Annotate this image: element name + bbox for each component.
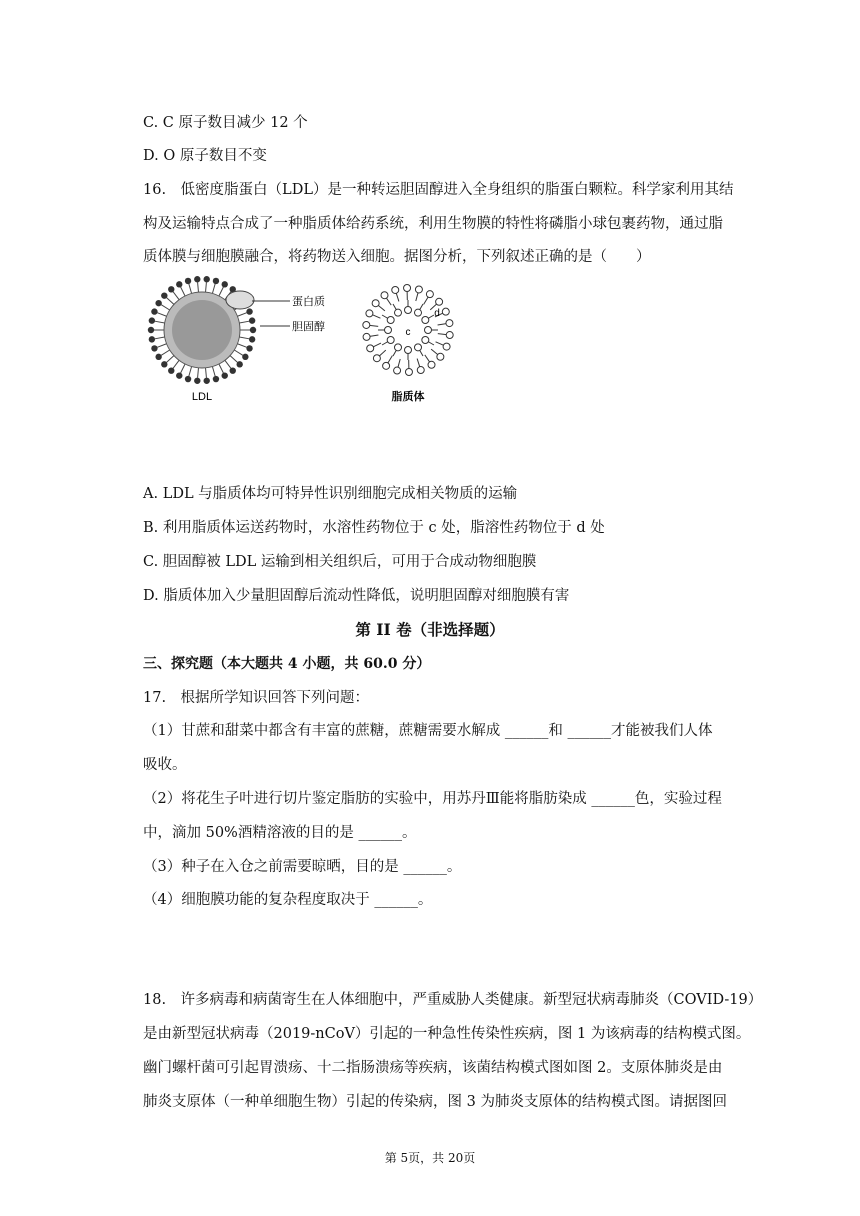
liposome-head xyxy=(426,291,433,298)
liposome-head xyxy=(415,286,422,293)
option-c-prev: C. C 原子数目减少 12 个 xyxy=(143,115,308,131)
liposome-head xyxy=(415,344,422,351)
liposome-head xyxy=(422,337,429,344)
ldl-phospholipid-tail xyxy=(225,360,231,368)
ldl-phospholipid-tail xyxy=(155,321,165,323)
liposome-head xyxy=(405,307,412,314)
option-c: C. 胆固醇被 LDL 运输到相关组织后，可用于合成动物细胞膜 xyxy=(143,554,537,570)
ldl-phospholipid-tail xyxy=(206,282,207,292)
liposome-head xyxy=(395,344,402,351)
ldl-phospholipid-head xyxy=(246,308,252,314)
ldl-phospholipid-tail xyxy=(189,284,192,294)
liposome-head xyxy=(385,327,392,334)
ldl-phospholipid-tail xyxy=(237,313,246,317)
ldl-inner-core xyxy=(172,300,232,360)
question-17-part-4: （4）细胞膜功能的复杂程度取决于 ______。 xyxy=(143,892,433,908)
ldl-phospholipid-head xyxy=(161,361,167,367)
liposome-head xyxy=(425,327,432,334)
question-17-part-1: （1）甘蔗和甜菜中都含有丰富的蔗糖，蔗糖需要水解成 ______和 ______才能被我们人体 xyxy=(143,723,713,739)
ldl-protein xyxy=(226,291,254,309)
liposome-head xyxy=(436,298,443,305)
ldl-phospholipid-head xyxy=(148,327,154,333)
ldl-phospholipid-head xyxy=(242,354,248,360)
question-16-line-3: 质体膜与细胞膜融合，将药物送入细胞。据图分析，下列叙述正确的是（ ） xyxy=(143,249,651,265)
liposome-head xyxy=(395,309,402,316)
ldl-phospholipid-head xyxy=(249,336,255,342)
liposome-head xyxy=(442,308,449,315)
liposome-head xyxy=(415,309,422,316)
question-16-line-1: 16. 低密度脂蛋白（LDL）是一种转运胆固醇进入全身组织的脂蛋白颗粒。科学家利用其结 xyxy=(143,182,734,198)
ldl-phospholipid-head xyxy=(176,281,182,287)
liposome-head xyxy=(446,332,453,339)
liposome-head xyxy=(381,292,388,299)
ldl-phospholipid-tail xyxy=(173,292,179,300)
ldl-phospholipid-tail xyxy=(239,321,249,323)
liposome-head xyxy=(417,367,424,374)
ldl-phospholipid-tail xyxy=(234,350,243,355)
liposome-head xyxy=(437,353,444,360)
liposome-head xyxy=(366,310,373,317)
liposome-head xyxy=(443,343,450,350)
ldl-phospholipid-head xyxy=(151,308,157,314)
question-18-line-3: 幽门螺杆菌可引起胃溃疡、十二指肠溃疡等疾病，该菌结构模式图如图 2。支原体肺炎是由 xyxy=(143,1060,723,1076)
liposome-label: 脂质体 xyxy=(391,390,425,403)
ldl-phospholipid-head xyxy=(168,286,174,292)
ldl-phospholipid-head xyxy=(149,336,155,342)
liposome-head xyxy=(372,300,379,307)
question-17-part-2-cont: 中，滴加 50%酒精溶液的目的是 ______。 xyxy=(143,825,417,841)
question-17-part-1-cont: 吸收。 xyxy=(143,757,187,773)
ldl-phospholipid-tail xyxy=(161,350,170,355)
liposome-head xyxy=(363,321,370,328)
ldl-phospholipid-head xyxy=(222,281,228,287)
question-18-line-1: 18. 许多病毒和病菌寄生在人体细胞中，严重威胁人类健康。新型冠状病毒肺炎（COVID-19） xyxy=(143,992,763,1008)
ldl-phospholipid-head xyxy=(194,378,200,384)
section-heading: 三、探究题（本大题共 4 小题，共 60.0 分） xyxy=(143,656,431,672)
liposome-head xyxy=(367,345,374,352)
ldl-phospholipid-head xyxy=(250,327,256,333)
ldl-phospholipid-tail xyxy=(230,356,237,363)
ldl-phospholipid-tail xyxy=(157,344,166,348)
ldl-phospholipid-head xyxy=(204,276,210,282)
liposome-head xyxy=(373,355,380,362)
question-18-line-4: 肺炎支原体（一种单细胞生物）引起的传染病，图 3 为肺炎支原体的结构模式图。请据图回 xyxy=(143,1094,727,1110)
ldl-phospholipid-head xyxy=(204,378,210,384)
question-17-part-2: （2）将花生子叶进行切片鉴定脂肪的实验中，用苏丹Ⅲ能将脂肪染成 ______色，实验过程 xyxy=(143,791,722,807)
ldl-phospholipid-tail xyxy=(181,287,185,296)
ldl-phospholipid-tail xyxy=(198,368,199,378)
d-label: d xyxy=(434,308,440,319)
ldl-phospholipid-head xyxy=(185,278,191,284)
ldl-phospholipid-tail xyxy=(157,313,166,317)
ldl-phospholipid-tail xyxy=(167,298,174,305)
ldl-phospholipid-head xyxy=(161,292,167,298)
question-16-line-2: 构及运输特点合成了一种脂质体给药系统，利用生物膜的特性将磷脂小球包裹药物，通过脂 xyxy=(143,216,723,232)
ldl-phospholipid-head xyxy=(236,361,242,367)
ldl-phospholipid-head xyxy=(249,317,255,323)
ldl-phospholipid-tail xyxy=(237,344,246,348)
ldl-phospholipid-tail xyxy=(206,368,207,378)
ldl-phospholipid-head xyxy=(168,367,174,373)
ldl-phospholipid-head xyxy=(155,354,161,360)
option-d-prev: D. O 原子数目不变 xyxy=(143,148,267,164)
option-b: B. 利用脂质体运送药物时，水溶性药物位于 c 处，脂溶性药物位于 d 处 xyxy=(143,520,605,536)
ldl-phospholipid-head xyxy=(230,367,236,373)
liposome-diagram xyxy=(363,285,453,403)
ldl-phospholipid-tail xyxy=(181,364,185,373)
ldl-phospholipid-tail xyxy=(161,305,170,310)
ldl-phospholipid-head xyxy=(194,276,200,282)
section-title: 第 II 卷（非选择题） xyxy=(355,620,505,639)
liposome-head xyxy=(387,317,394,324)
ldl-diagram xyxy=(148,276,325,403)
question-17: 17. 根据所学知识回答下列问题： xyxy=(143,690,370,706)
ldl-phospholipid-head xyxy=(176,372,182,378)
ldl-phospholipid-tail xyxy=(155,337,165,339)
liposome-head xyxy=(404,285,411,292)
ldl-phospholipid-tail xyxy=(219,364,223,373)
liposome-head xyxy=(383,362,390,369)
ldl-phospholipid-tail xyxy=(198,282,199,292)
liposome-head xyxy=(405,368,412,375)
ldl-phospholipid-tail xyxy=(189,367,192,377)
liposome-head xyxy=(446,320,453,327)
question-18-line-2: 是由新型冠状病毒（2019-nCoV）引起的一种急性传染性疾病，图 1 为该病毒的结构模式图。 xyxy=(143,1026,751,1042)
liposome-head xyxy=(405,347,412,354)
ldl-phospholipid-tail xyxy=(173,360,179,368)
liposome-head xyxy=(394,367,401,374)
ldl-label: LDL xyxy=(191,391,213,403)
ldl-phospholipid-head xyxy=(149,317,155,323)
liposome-head xyxy=(422,317,429,324)
protein-label: 蛋白质 xyxy=(292,295,325,308)
ldl-phospholipid-tail xyxy=(219,287,223,296)
option-d: D. 脂质体加入少量胆固醇后流动性降低，说明胆固醇对细胞膜有害 xyxy=(143,588,570,604)
liposome-head xyxy=(428,361,435,368)
ldl-phospholipid-head xyxy=(151,345,157,351)
ldl-liposome-figure xyxy=(140,275,480,415)
cholesterol-label: 胆固醇 xyxy=(292,320,325,333)
liposome-head xyxy=(392,286,399,293)
c-label: c xyxy=(405,327,411,338)
option-a: A. LDL 与脂质体均可特异性识别细胞完成相关物质的运输 xyxy=(143,486,518,502)
ldl-phospholipid-head xyxy=(213,278,219,284)
page-footer: 第 5页，共 20页 xyxy=(384,1151,476,1165)
question-17-part-3: （3）种子在入仓之前需要晾晒，目的是 ______。 xyxy=(143,859,462,875)
ldl-phospholipid-head xyxy=(222,372,228,378)
ldl-phospholipid-head xyxy=(155,300,161,306)
ldl-phospholipid-tail xyxy=(212,367,215,377)
ldl-phospholipid-head xyxy=(185,376,191,382)
ldl-phospholipid-tail xyxy=(239,337,249,339)
liposome-head xyxy=(363,333,370,340)
ldl-phospholipid-tail xyxy=(212,284,215,294)
ldl-phospholipid-head xyxy=(213,376,219,382)
ldl-phospholipid-tail xyxy=(167,356,174,363)
liposome-head xyxy=(387,337,394,344)
ldl-phospholipid-head xyxy=(246,345,252,351)
